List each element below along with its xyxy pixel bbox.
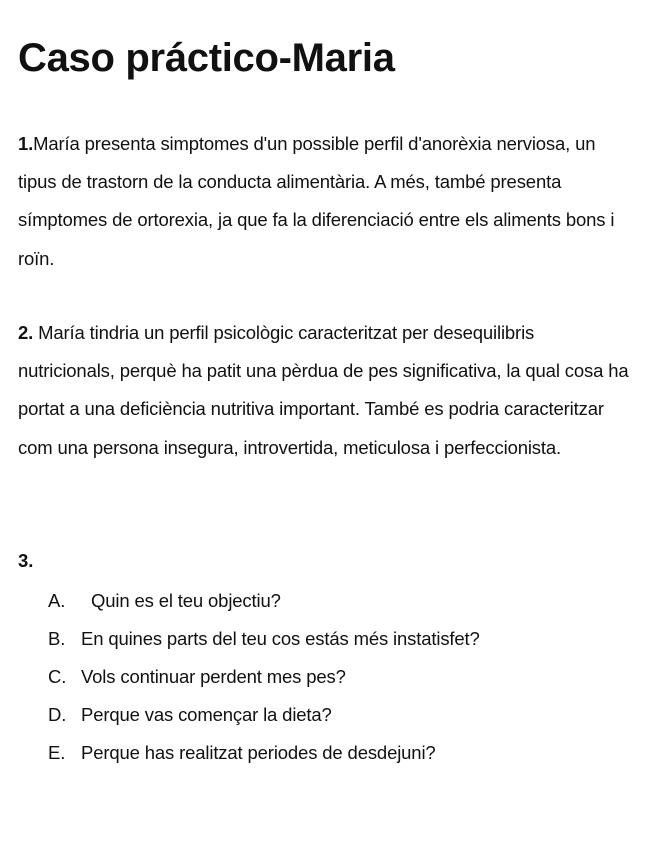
question-item-e [48,734,480,772]
question-letter: D. [48,704,67,725]
question-text: Perque vas començar la dieta? [81,704,332,725]
question-text: Perque has realitzat periodes de desdejuni? [81,742,436,763]
section-2-text: María tindria un perfil psicològic caracteritzat per desequilibris nutricionals, perquè ha patit una pèrdua de pes significativa, la qual cosa ha portat a una deficiència nutritiva important. També es podria caracteritzar com una persona insegura, introvertida, meticulosa i perfeccionista. [18,322,629,458]
section-1-paragraph [18,125,634,278]
question-item-c [48,658,480,696]
question-letter: B. [48,628,66,649]
section-2-number: 2. [18,322,34,343]
question-letter: A. [48,590,66,611]
question-text: Vols continuar perdent mes pes? [81,666,346,687]
question-list [48,582,480,772]
section-1-number: 1. [18,133,34,154]
section-2-paragraph [18,314,634,467]
question-item-d [48,696,480,734]
question-item-b [48,620,480,658]
question-letter: E. [48,742,66,763]
question-text: En quines parts del teu cos estás més instatisfet? [81,628,480,649]
question-letter: C. [48,666,67,687]
question-item-a [48,582,480,620]
page-title: Caso práctico-Maria [18,36,395,80]
question-text: Quin es el teu objectiu? [91,590,281,611]
section-3-number: 3. [18,550,34,571]
section-1-text: María presenta simptomes d'un possible perfil d'anorèxia nerviosa, un tipus de trastorn de la conducta alimentària. A més, també presenta símptomes de ortorexia, ja que fa la diferenciació entre els aliments bons i roïn. [18,133,615,269]
